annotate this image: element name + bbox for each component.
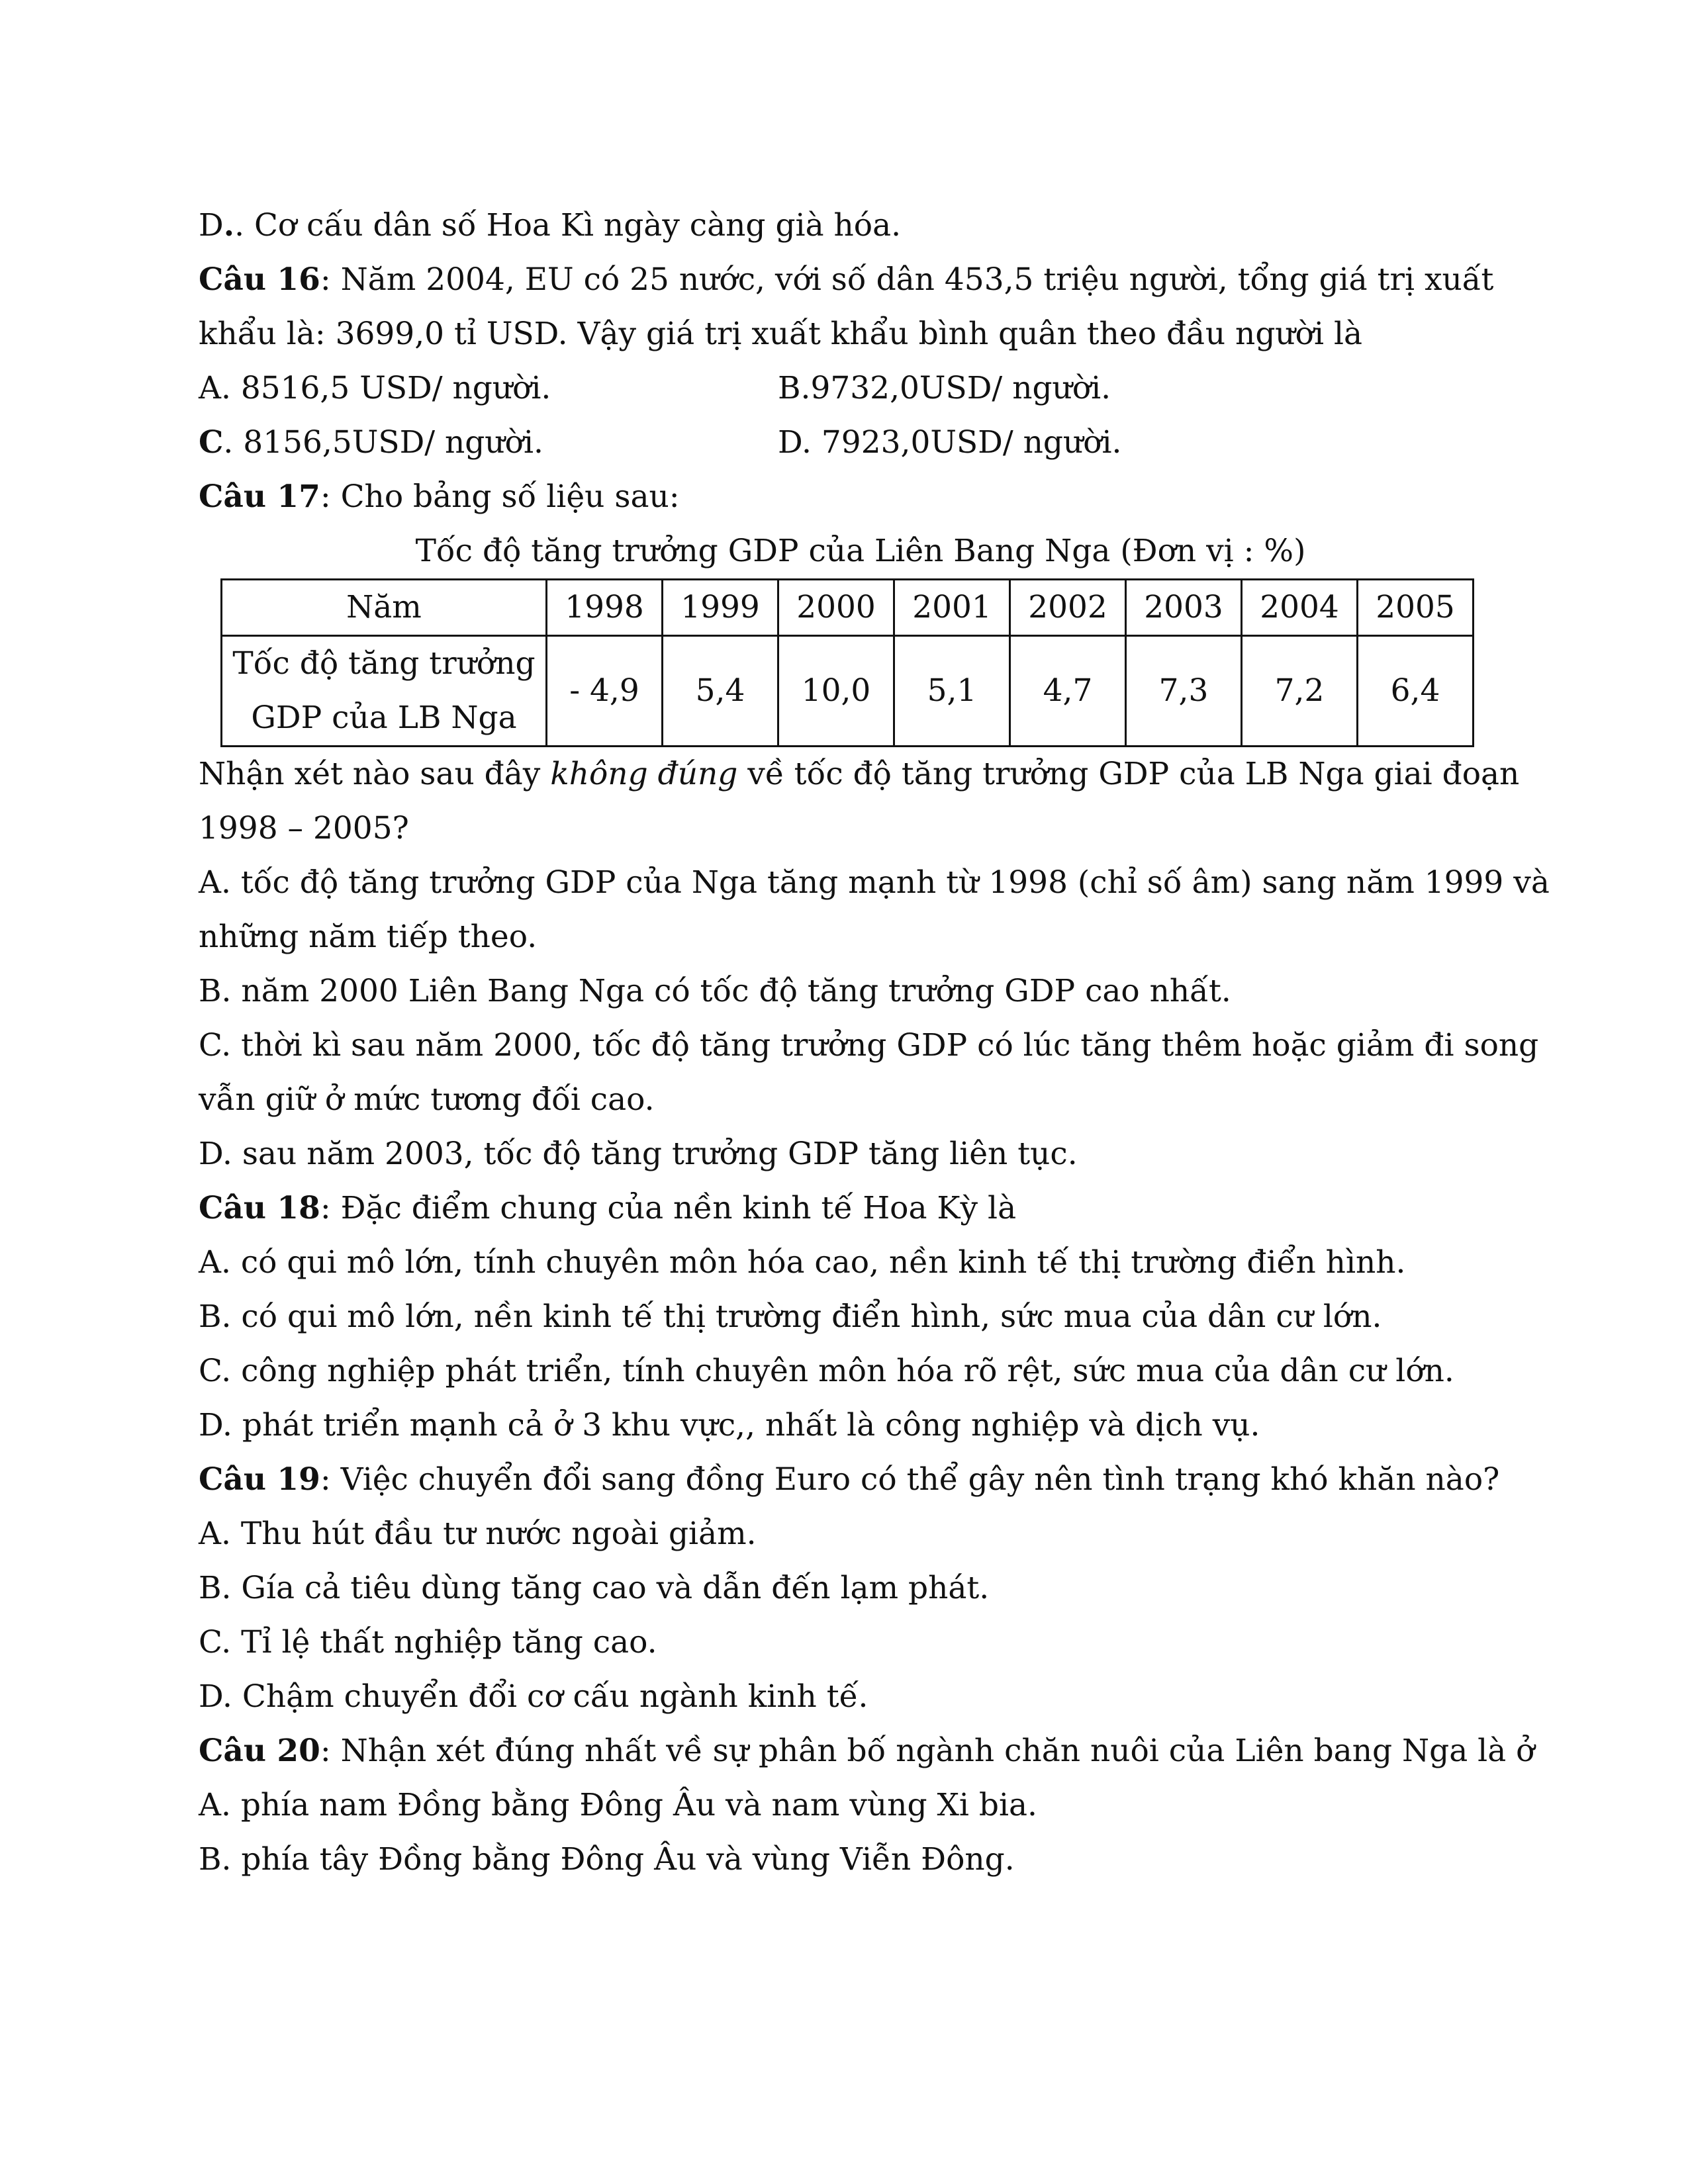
option-a: A. 8516,5 USD/ người. — [199, 370, 551, 406]
option-a: A. tốc độ tăng trưởng GDP của Nga tăng mạnh từ 1998 (chỉ số âm) sang năm 1999 và — [199, 864, 1550, 901]
option-d: D. 7923,0USD/ người. — [778, 424, 1122, 461]
question-16-options-row-2 — [199, 416, 1489, 470]
table-header-year: 2004 — [1242, 580, 1358, 636]
option-c: C. Tỉ lệ thất nghiệp tăng cao. — [199, 1624, 657, 1661]
option-b: B. có qui mô lớn, nền kinh tế thị trường điển hình, sức mua của dân cư lớn. — [199, 1298, 1382, 1335]
option-text: . 8156,5USD/ người. — [223, 424, 543, 461]
table-data-row — [222, 636, 1474, 747]
question-19 — [199, 1453, 1500, 1507]
table-header-year: 2003 — [1126, 580, 1242, 636]
option-a: A. có qui mô lớn, tính chuyên môn hóa cao, nền kinh tế thị trường điển hình. — [199, 1244, 1406, 1281]
question-18 — [199, 1181, 1489, 1236]
question-text: : Nhận xét đúng nhất về sự phân bố ngành chăn nuôi của Liên bang Nga là ở — [320, 1733, 1535, 1769]
table-cell: 10,0 — [778, 636, 894, 747]
table-header-year: 1998 — [547, 580, 663, 636]
question-16-options-row-1 — [199, 361, 1489, 416]
option-d: D. Chậm chuyển đổi cơ cấu ngành kinh tế. — [199, 1678, 868, 1715]
table-row-label — [222, 636, 547, 747]
table-cell: 7,3 — [1126, 636, 1242, 747]
question-17 — [199, 470, 1489, 524]
stem-text: về tốc độ tăng trưởng GDP của LB Nga giai đoạn — [737, 756, 1520, 792]
option-c — [199, 416, 778, 470]
option-d-prev: D.. Cơ cấu dân số Hoa Kì ngày càng già hóa. — [199, 207, 902, 244]
table-header-row — [222, 580, 1474, 636]
stem-text: Nhận xét nào sau đây — [199, 756, 551, 792]
table-header-year: 2005 — [1358, 580, 1474, 636]
row-label-line: GDP của LB Nga — [251, 700, 517, 736]
table-cell: 7,2 — [1242, 636, 1358, 747]
table-header-label: Năm — [222, 580, 547, 636]
option-letter: C — [199, 424, 224, 461]
table-header-year: 2002 — [1010, 580, 1126, 636]
question-number: Câu 17 — [199, 478, 320, 515]
question-text: : Cho bảng số liệu sau: — [320, 478, 680, 515]
question-17-stem-cont: 1998 – 2005? — [199, 810, 409, 846]
question-number: Câu 16 — [199, 261, 320, 298]
table-cell: 5,1 — [894, 636, 1010, 747]
option-text: . Cơ cấu dân số Hoa Kì ngày càng già hóa. — [234, 207, 902, 244]
option-b: B. năm 2000 Liên Bang Nga có tốc độ tăng trưởng GDP cao nhất. — [199, 973, 1231, 1009]
gdp-table — [220, 578, 1474, 747]
question-number: Câu 19 — [199, 1461, 320, 1498]
document-page — [199, 199, 1550, 1887]
option-a: A. Thu hút đầu tư nước ngoài giảm. — [199, 1516, 757, 1552]
option-d: D. sau năm 2003, tốc độ tăng trưởng GDP tăng liên tục. — [199, 1136, 1078, 1172]
table-cell: 6,4 — [1358, 636, 1474, 747]
table-caption: Tốc độ tăng trưởng GDP của Liên Bang Nga (Đơn vị : %) — [415, 533, 1306, 569]
question-20 — [199, 1724, 1535, 1778]
table-header-year: 2000 — [778, 580, 894, 636]
option-c: C. công nghiệp phát triển, tính chuyên môn hóa rõ rệt, sức mua của dân cư lớn. — [199, 1353, 1454, 1389]
row-label-line: Tốc độ tăng trưởng — [232, 645, 536, 682]
table-header-year: 1999 — [663, 580, 778, 636]
option-d: D. phát triển mạnh cả ở 3 khu vực,, nhất là công nghiệp và dịch vụ. — [199, 1407, 1260, 1443]
stem-emphasis: không đúng — [550, 756, 738, 792]
table-cell: 5,4 — [663, 636, 778, 747]
table-header-year: 2001 — [894, 580, 1010, 636]
option-b: B. phía tây Đồng bằng Đông Âu và vùng Viễn Đông. — [199, 1841, 1015, 1878]
option-b: B. Gía cả tiêu dùng tăng cao và dẫn đến lạm phát. — [199, 1570, 990, 1606]
question-text: : Đặc điểm chung của nền kinh tế Hoa Kỳ là — [320, 1190, 1017, 1226]
option-a-cont: những năm tiếp theo. — [199, 919, 538, 955]
option-c: C. thời kì sau năm 2000, tốc độ tăng trưởng GDP có lúc tăng thêm hoặc giảm đi song — [199, 1027, 1539, 1064]
question-17-stem — [199, 747, 1520, 801]
option-b: B.9732,0USD/ người. — [778, 370, 1111, 406]
question-number: Câu 20 — [199, 1733, 320, 1769]
table-cell: - 4,9 — [547, 636, 663, 747]
question-number: Câu 18 — [199, 1190, 320, 1226]
question-text: : Năm 2004, EU có 25 nước, với số dân 453,5 triệu người, tổng giá trị xuất — [320, 261, 1494, 298]
question-16 — [199, 253, 1494, 307]
question-text: : Việc chuyển đổi sang đồng Euro có thể gây nên tình trạng khó khăn nào? — [320, 1461, 1500, 1498]
option-letter: D — [199, 207, 224, 244]
option-c-cont: vẫn giữ ở mức tương đối cao. — [199, 1081, 655, 1118]
option-a: A. phía nam Đồng bằng Đông Âu và nam vùng Xi bia. — [199, 1787, 1037, 1823]
table-cell: 4,7 — [1010, 636, 1126, 747]
question-16-cont: khẩu là: 3699,0 tỉ USD. Vậy giá trị xuất khẩu bình quân theo đầu người là — [199, 316, 1363, 352]
